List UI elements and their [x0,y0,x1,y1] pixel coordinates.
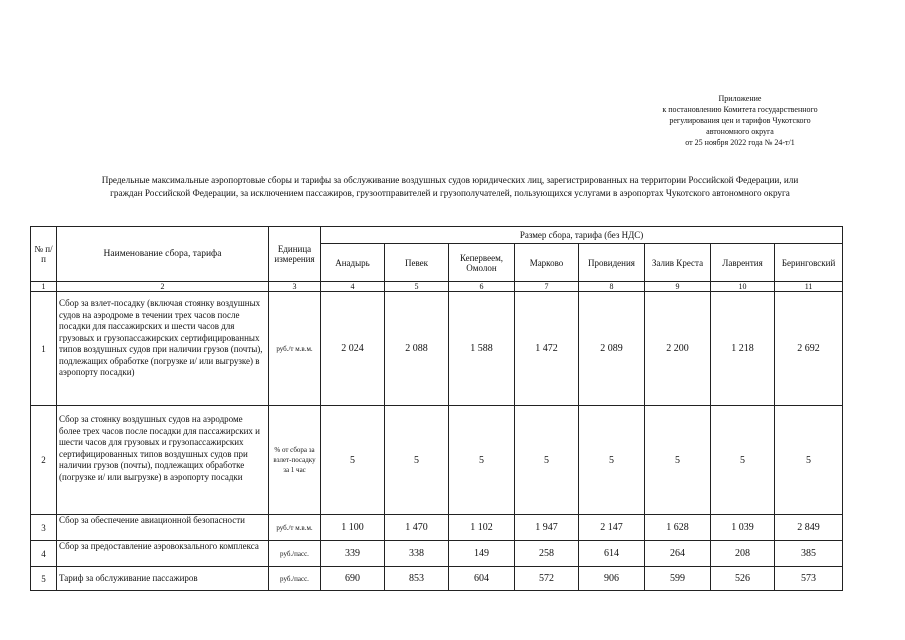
row-name: Сбор за предоставление аэровокзального комплекса [57,541,269,567]
row-value: 5 [711,406,775,515]
row-value: 385 [775,541,843,567]
header-name: Наименование сбора, тарифа [57,227,269,282]
row-value: 1 100 [321,515,385,541]
row-name: Сбор за стоянку воздушных судов на аэродроме более трех часов после посадки для пассажирских и шести часов для грузовых и грузопассажирских сертифицированных типов воздушных судов при наличии грузов (почты), подлежащих обработке (погрузке и/ или выгрузке) в аэропорту посадки [57,406,269,515]
row-value: 853 [385,567,449,591]
document-title [40,174,860,200]
row-value: 2 200 [645,292,711,406]
header-airport: Певек [385,244,449,282]
row-value: 1 470 [385,515,449,541]
row-value: 1 102 [449,515,515,541]
row-value: 599 [645,567,711,591]
row-value: 614 [579,541,645,567]
appendix-line: автономного округа [706,127,774,136]
table-row [31,406,843,515]
header-airport: Марково [515,244,579,282]
row-value: 5 [515,406,579,515]
header-airport: Анадырь [321,244,385,282]
table-row [31,541,843,567]
header-airport: Беринговский [775,244,843,282]
row-value: 572 [515,567,579,591]
column-number: 8 [579,282,645,292]
row-value: 264 [645,541,711,567]
column-number: 9 [645,282,711,292]
row-value: 5 [775,406,843,515]
column-number: 1 [31,282,57,292]
row-value: 526 [711,567,775,591]
row-value: 2 024 [321,292,385,406]
row-value: 2 692 [775,292,843,406]
tariff-table [30,226,843,591]
row-value: 5 [449,406,515,515]
header-unit: Единица измерения [269,227,321,282]
document-title-line-2: граждан Российской Федерации, за исключением пассажиров, грузоотправителей и грузополучателей, пользующихся услугами в аэропортах Чукотского автономного округа [110,188,790,198]
row-value: 258 [515,541,579,567]
document-title-line-1: Предельные максимальные аэропортовые сборы и тарифы за обслуживание воздушных судов юридических лиц, зарегистрированных на территории Российской Федерации, или [101,175,799,185]
row-number: 1 [31,292,57,406]
row-name: Сбор за взлет-посадку (включая стоянку воздушных судов на аэродроме в течении трех часов после посадки для пассажирских и шести часов для грузовых и грузопассажирских сертифицированных типов воздушных судов при наличии грузов (почты), подлежащих обработке (погрузке и/ или выгрузке) в аэропорту посадки) [57,292,269,406]
header-airport: Залив Креста [645,244,711,282]
row-value: 208 [711,541,775,567]
row-value: 338 [385,541,449,567]
row-value: 1 588 [449,292,515,406]
row-unit: руб./пасс. [269,541,321,567]
row-value: 1 472 [515,292,579,406]
row-unit: руб./т м.в.м. [269,292,321,406]
row-value: 906 [579,567,645,591]
column-number: 7 [515,282,579,292]
column-number: 6 [449,282,515,292]
row-unit: руб./пасс. [269,567,321,591]
row-value: 604 [449,567,515,591]
row-value: 573 [775,567,843,591]
row-value: 149 [449,541,515,567]
column-number: 3 [269,282,321,292]
row-value: 5 [645,406,711,515]
appendix-block [640,93,840,148]
row-value: 2 147 [579,515,645,541]
row-value: 5 [579,406,645,515]
table-row [31,567,843,591]
appendix-line: к постановлению Комитета государственного [662,105,818,114]
row-number: 5 [31,567,57,591]
row-unit: % от сбора за взлет-посадку за 1 час [269,406,321,515]
row-value: 1 039 [711,515,775,541]
row-name: Сбор за обеспечение авиационной безопасности [57,515,269,541]
row-value: 690 [321,567,385,591]
appendix-line: от 25 ноября 2022 года № 24-т/1 [685,138,795,147]
row-value: 339 [321,541,385,567]
header-number: № п/п [31,227,57,282]
row-value: 2 849 [775,515,843,541]
header-size: Размер сбора, тарифа (без НДС) [321,227,843,244]
header-airport: Кепервеем, Омолон [449,244,515,282]
appendix-line: регулирования цен и тарифов Чукотского [669,116,811,125]
row-value: 5 [385,406,449,515]
row-value: 1 218 [711,292,775,406]
row-value: 1 628 [645,515,711,541]
column-number: 4 [321,282,385,292]
row-name: Тариф за обслуживание пассажиров [57,567,269,591]
row-number: 4 [31,541,57,567]
column-number: 11 [775,282,843,292]
row-unit: руб./т м.в.м. [269,515,321,541]
header-airport: Провидения [579,244,645,282]
column-number: 10 [711,282,775,292]
column-number: 2 [57,282,269,292]
row-value: 1 947 [515,515,579,541]
row-value: 2 088 [385,292,449,406]
table-row [31,515,843,541]
row-value: 2 089 [579,292,645,406]
column-number: 5 [385,282,449,292]
row-number: 2 [31,406,57,515]
row-number: 3 [31,515,57,541]
row-value: 5 [321,406,385,515]
header-airport: Лаврентия [711,244,775,282]
appendix-line: Приложение [718,94,762,103]
table-row [31,292,843,406]
